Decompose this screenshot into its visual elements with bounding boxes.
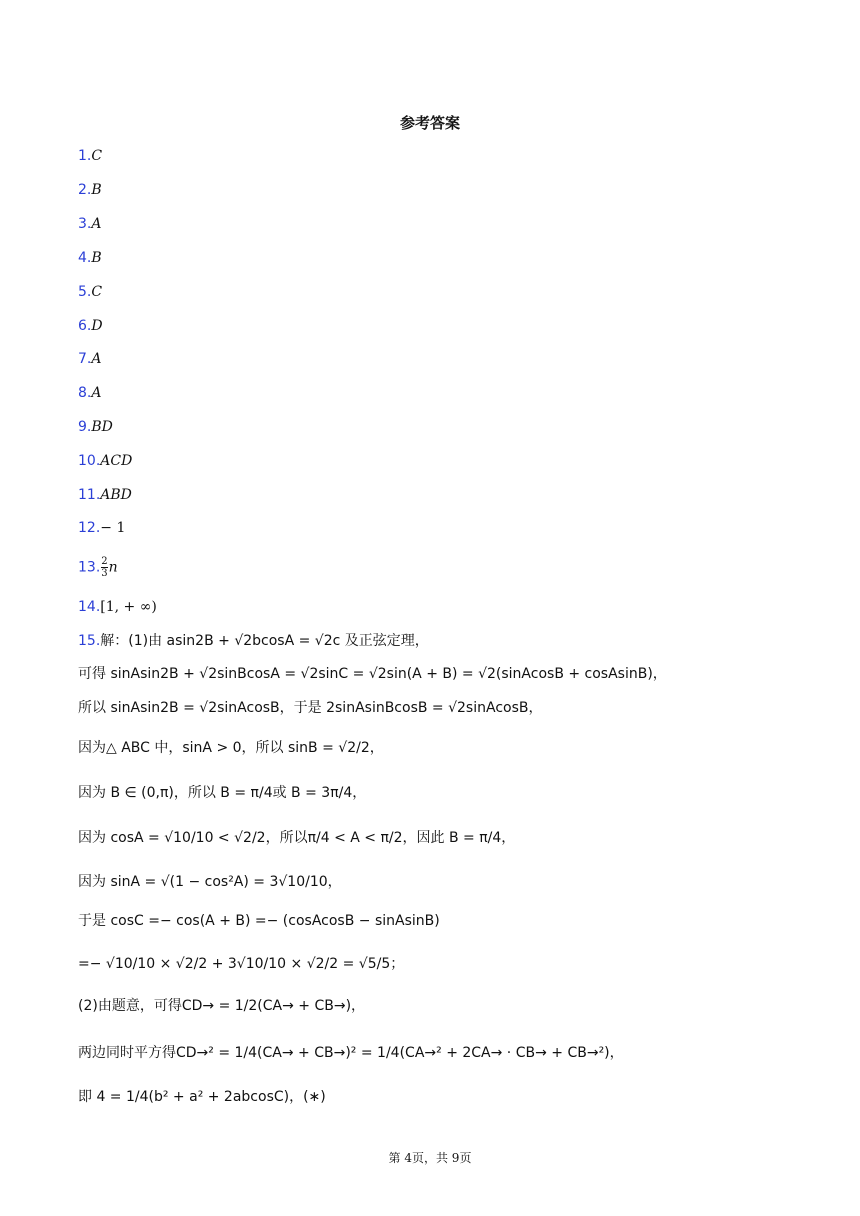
answer-number: 7. xyxy=(78,351,92,367)
answer-number: 4. xyxy=(78,250,92,266)
solution-line: 即 4 = 1/4(b² + a² + 2abcosC)，(∗) xyxy=(78,1089,326,1105)
solution-line: (2)由题意，可得CD→ = 1/2(CA→ + CB→)， xyxy=(78,998,366,1014)
solution-line: 可得 sinAsin2B + √2sinBcosA = √2sinC = √2sin(A + B) = √2(sinAcosB + cosAsinB)， xyxy=(78,666,667,682)
answer-item xyxy=(78,518,125,538)
answer-item xyxy=(78,417,113,437)
answer-number: 8. xyxy=(78,385,92,401)
answer-item xyxy=(78,214,101,234)
answer-number: 1. xyxy=(78,148,92,164)
answer-number: 6. xyxy=(78,318,92,334)
solution-line xyxy=(78,630,429,652)
answer-value: ACD xyxy=(100,453,133,469)
answer-number: 13. xyxy=(78,559,101,576)
answer-number: 12. xyxy=(78,520,101,536)
solution-text: 解：(1)由 asin2B + √2bcosA = √2c 及正弦定理， xyxy=(100,633,429,649)
answer-value: A xyxy=(91,216,102,232)
answer-item xyxy=(78,180,102,200)
answer-value: B xyxy=(91,250,102,266)
answer-value: B xyxy=(91,182,102,198)
fraction xyxy=(101,556,107,579)
answer-value: ABD xyxy=(100,487,132,503)
answer-value: C xyxy=(91,284,103,300)
answer-number: 10. xyxy=(78,453,101,469)
answer-item xyxy=(78,248,102,268)
answer-value: D xyxy=(91,318,103,334)
answer-item xyxy=(78,349,101,369)
fraction-denominator: 3 xyxy=(101,568,108,579)
page-footer: 第 4页，共 9页 xyxy=(388,1151,472,1165)
answer-item xyxy=(78,383,101,403)
fraction-numerator: 2 xyxy=(101,556,108,567)
answer-value: BD xyxy=(91,419,113,435)
solution-line: =− √10/10 × √2/2 + 3√10/10 × √2/2 = √5/5； xyxy=(78,956,405,972)
answer-value: n xyxy=(108,559,118,576)
solution-line: 所以 sinAsin2B = √2sinAcosB，于是 2sinAsinBcosB = √2sinAcosB， xyxy=(78,700,543,716)
solution-line: 因为 B ∈ (0,π)，所以 B = π/4或 B = 3π/4， xyxy=(78,785,367,801)
answer-item xyxy=(78,485,132,505)
answer-value: A xyxy=(91,385,102,401)
answer-number: 11. xyxy=(78,487,101,503)
solution-line: 因为 sinA = √(1 − cos²A) = 3√10/10， xyxy=(78,874,342,890)
answer-item xyxy=(78,146,102,166)
answer-number: 2. xyxy=(78,182,92,198)
solution-line: 因为 cosA = √10/10 < √2/2，所以π/4 < A < π/2，因此 B = π/4， xyxy=(78,830,516,846)
answer-number: 15. xyxy=(78,633,101,649)
answer-number: 5. xyxy=(78,284,92,300)
answer-number: 9. xyxy=(78,419,92,435)
answer-value: − 1 xyxy=(100,520,126,536)
solution-line: 两边同时平方得CD→² = 1/4(CA→ + CB→)² = 1/4(CA→² + 2CA→ · CB→ + CB→²)， xyxy=(78,1045,624,1061)
answer-number: 3. xyxy=(78,216,92,232)
answer-item xyxy=(78,556,118,579)
answer-item xyxy=(78,316,103,336)
answer-item xyxy=(78,597,157,617)
answer-value: A xyxy=(91,351,102,367)
solution-line: 于是 cosC =− cos(A + B) =− (cosAcosB − sinAsinB) xyxy=(78,913,440,929)
solution-line: 因为△ ABC 中，sinA > 0，所以 sinB = √2/2， xyxy=(78,740,384,756)
page-title: 参考答案 xyxy=(399,114,460,132)
answer-number: 14. xyxy=(78,599,101,615)
answer-value: C xyxy=(91,148,103,164)
answer-item xyxy=(78,451,132,471)
answer-value: [1, + ∞) xyxy=(100,599,157,615)
answer-item xyxy=(78,282,102,302)
